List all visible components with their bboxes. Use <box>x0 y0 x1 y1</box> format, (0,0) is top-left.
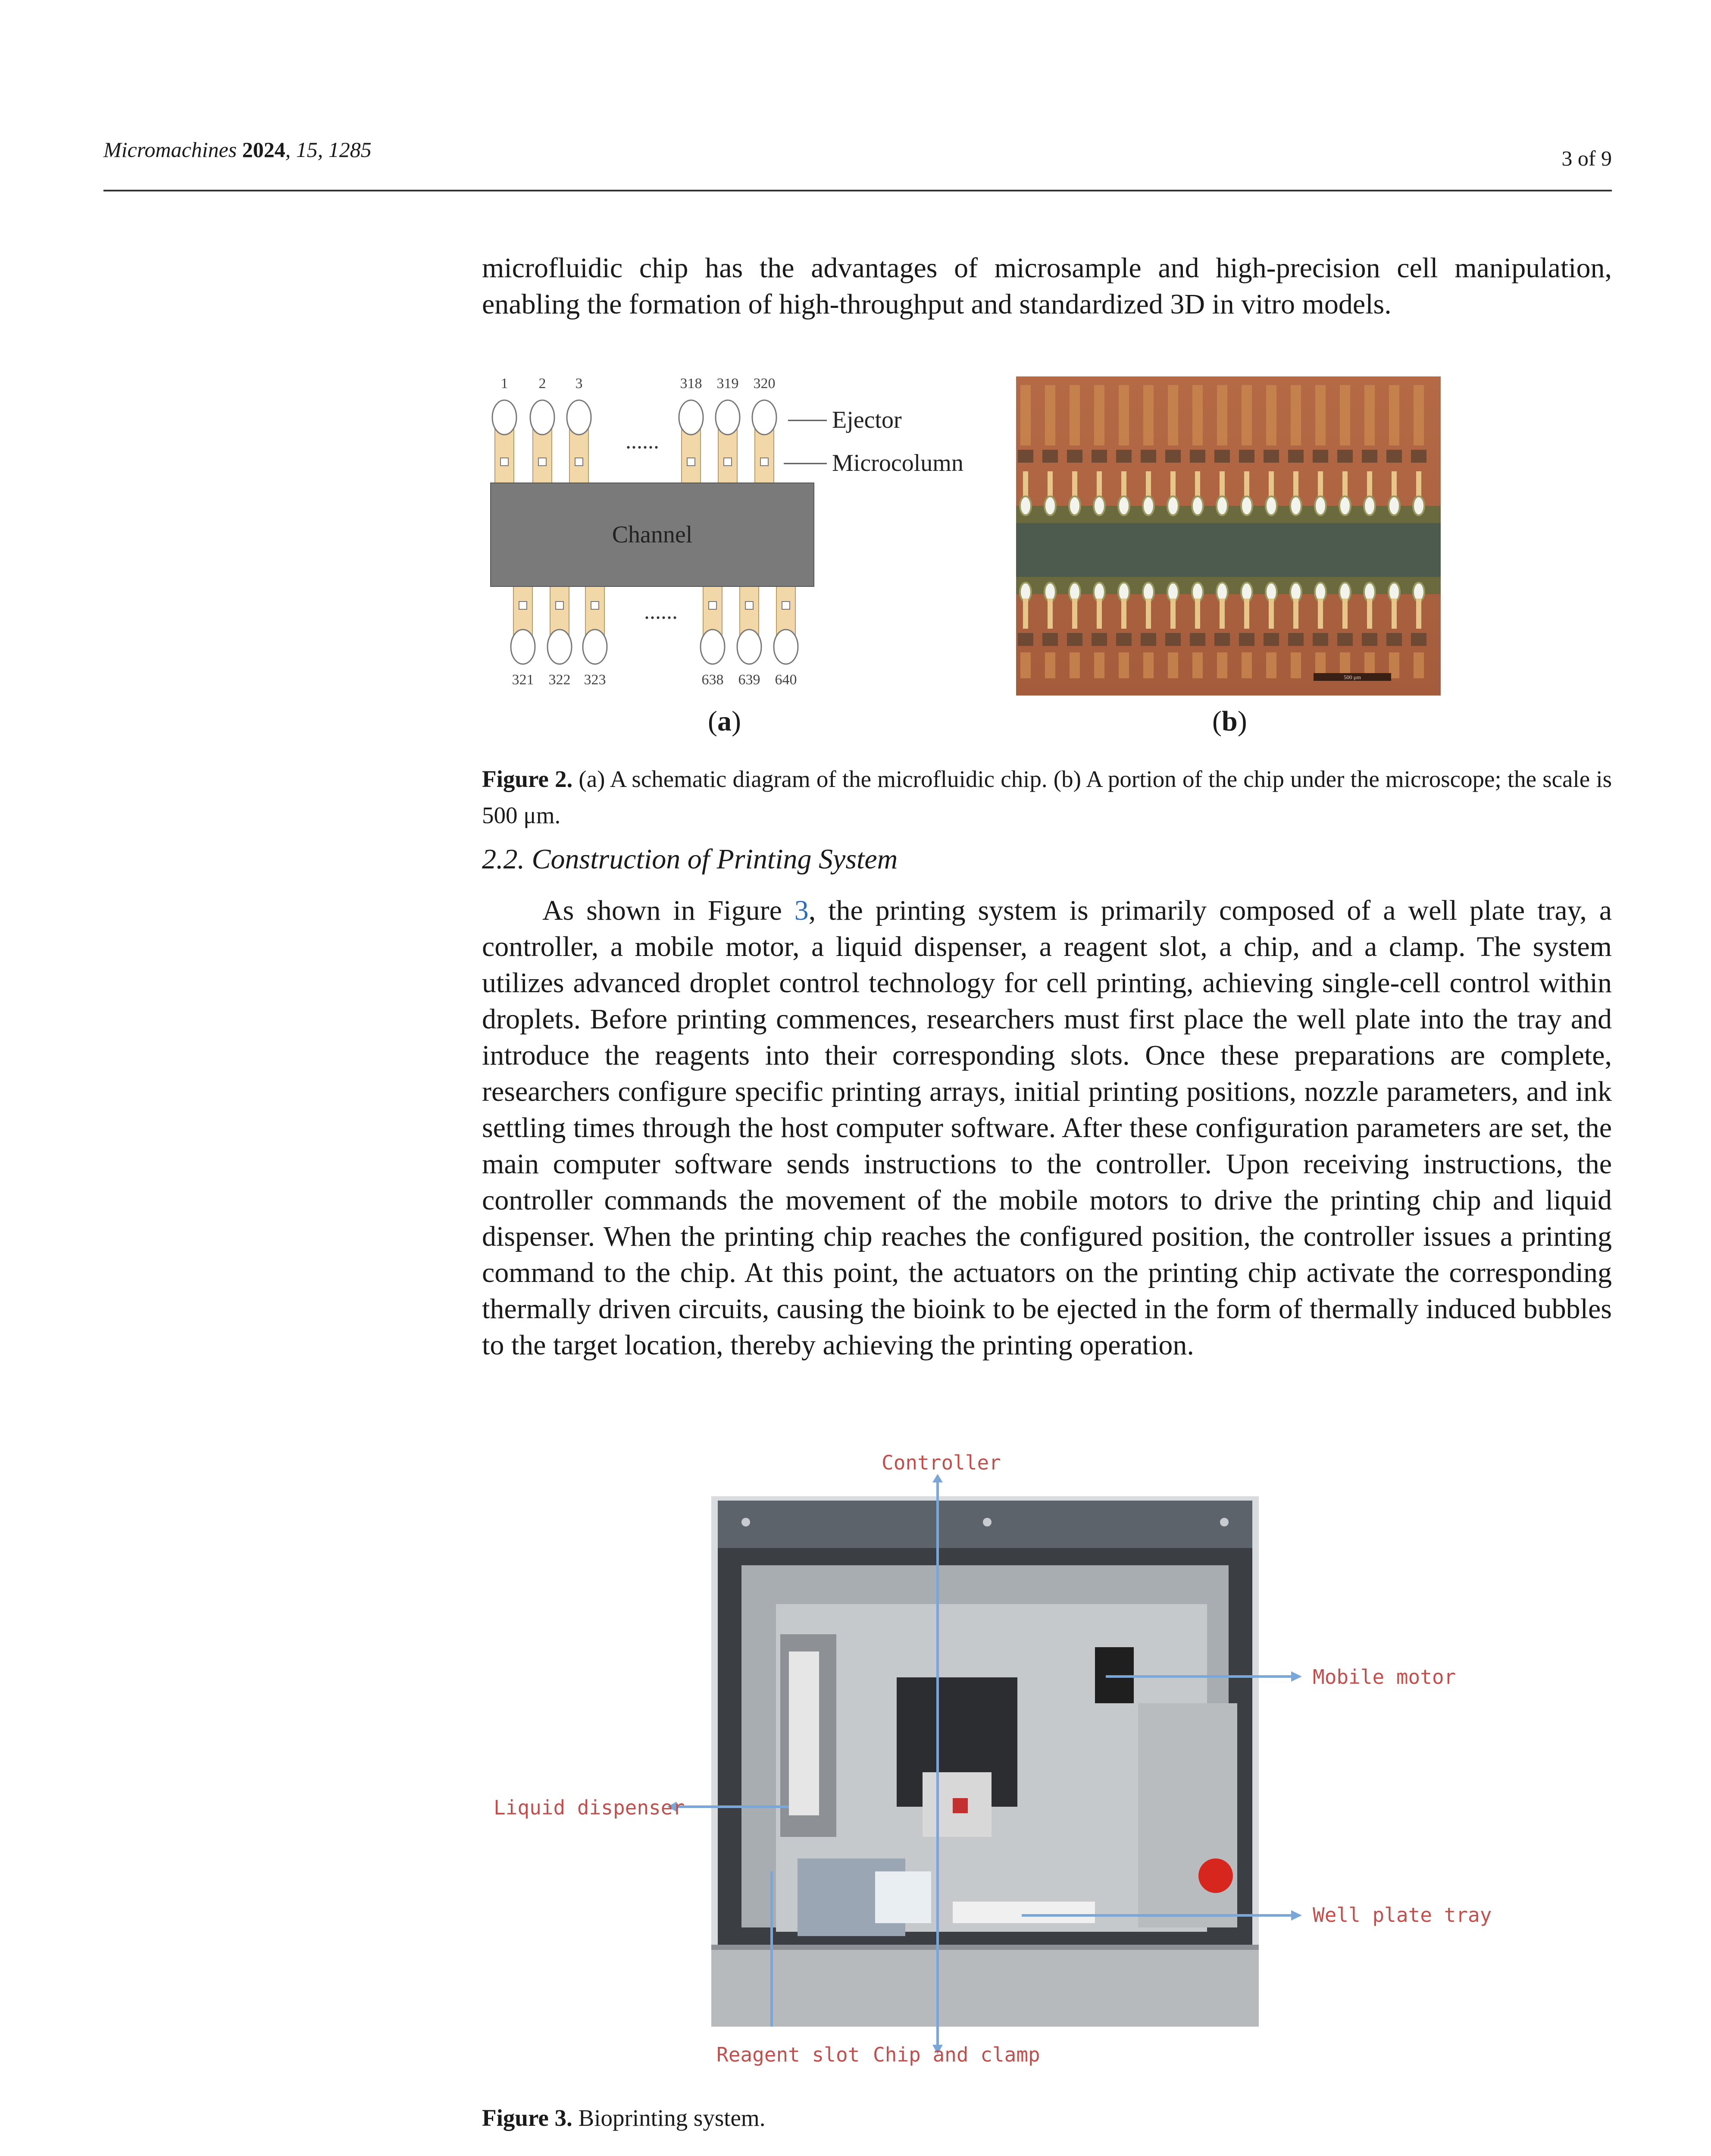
reagent-slot-label: Reagent slot <box>716 2043 860 2066</box>
top-ejector-column <box>752 376 776 487</box>
top-column-number: 2 <box>538 376 546 392</box>
bottom-column-number: 323 <box>584 672 606 688</box>
channel-label: Channel <box>612 521 693 548</box>
bottom-ejector-column <box>701 584 725 688</box>
top-ejector-column <box>716 376 740 487</box>
bottom-column-number: 640 <box>775 672 797 688</box>
page-number: 3 of 9 <box>1561 146 1612 170</box>
figure2a-schematic <box>482 371 982 699</box>
top-column-number: 319 <box>716 376 739 392</box>
top-ellipsis: ...... <box>626 429 659 454</box>
section-paragraph: As shown in Figure 3, the printing system is primarily composed of a well plate tray, a controller, a mobile motor, a liquid dispenser, a reagent slot, a chip, and a clamp. The system utilizes advanced droplet control technology for cell printing, achieving single-cell control within droplets. Before printing commences, researchers must first place the well plate into the tray and introduce the reagents into their corresponding slots. Once these preparations are complete, researchers configure specific printing arrays, initial printing positions, nozzle parameters, and ink settling times through the host computer software. After these configuration parameters are set, the main computer software sends instructions to the controller. Upon receiving instructions, the controller commands the movement of the mobile motors to drive the printing chip and liquid dispenser. When the printing chip reaches the configured position, the controller issues a printing command to the chip. At this point, the actuators on the printing chip activate the corresponding thermally driven circuits, causing the bioink to be ejected in the form of thermally induced bubbles to the target location, thereby achieving the printing operation. <box>482 895 1612 1361</box>
bottom-ejector-column <box>511 584 535 688</box>
bottom-column-number: 639 <box>738 672 760 688</box>
figure2-sublabel-b: (b) <box>1212 705 1247 737</box>
top-column-number: 1 <box>500 376 508 392</box>
bottom-ejector-column <box>774 584 798 688</box>
top-ejector-column <box>492 376 516 487</box>
scale-bar-text: 500 μm <box>1344 674 1361 680</box>
chip-and-clamp-label: Chip and clamp <box>873 2043 1040 2066</box>
figure2-sublabel-a: (a) <box>708 705 741 737</box>
intro-paragraph: microfluidic chip has the advantages of microsample and high-precision cell manipulation, enabling the formation of high-throughput and standardized 3D in vitro models. <box>482 252 1612 320</box>
top-ejector-column <box>679 376 703 487</box>
top-column-number: 3 <box>575 376 583 392</box>
bottom-column-number: 638 <box>701 672 724 688</box>
top-column-number: 318 <box>680 376 702 392</box>
bottom-column-number: 321 <box>512 672 534 688</box>
mobile-motor-label: Mobile motor <box>1313 1665 1456 1689</box>
figure3-caption: Figure 3. Bioprinting system. <box>482 2105 766 2131</box>
microcolumn-label: Microcolumn <box>832 450 963 476</box>
top-ejector-column <box>567 376 591 487</box>
ejector-label: Ejector <box>832 407 902 433</box>
figure3-leader-lines <box>474 1462 1509 2074</box>
section-heading: 2.2. Construction of Printing System <box>482 843 898 875</box>
bottom-ejector-column <box>547 584 572 688</box>
running-header-citation: Micromachines 2024, 15, 1285 <box>103 138 372 162</box>
bottom-ellipsis: ...... <box>644 599 678 624</box>
figure3-link[interactable]: 3 <box>794 895 809 926</box>
figure2b-microscope-image <box>1016 376 1441 696</box>
bottom-column-number: 322 <box>548 672 571 688</box>
top-column-number: 320 <box>753 376 776 392</box>
figure2-caption: Figure 2. (a) A schematic diagram of the microfluidic chip. (b) A portion of the chip under the microscope; the scale is 500 μm. <box>482 766 1612 828</box>
liquid-dispenser-label: Liquid dispenser <box>494 1796 685 1819</box>
top-ejector-column <box>530 376 554 487</box>
controller-label: Controller <box>882 1451 1001 1474</box>
well-plate-tray-label: Well plate tray <box>1313 1903 1492 1927</box>
header-rule <box>103 190 1612 191</box>
bottom-ejector-column <box>583 584 607 688</box>
bottom-ejector-column <box>737 584 761 688</box>
